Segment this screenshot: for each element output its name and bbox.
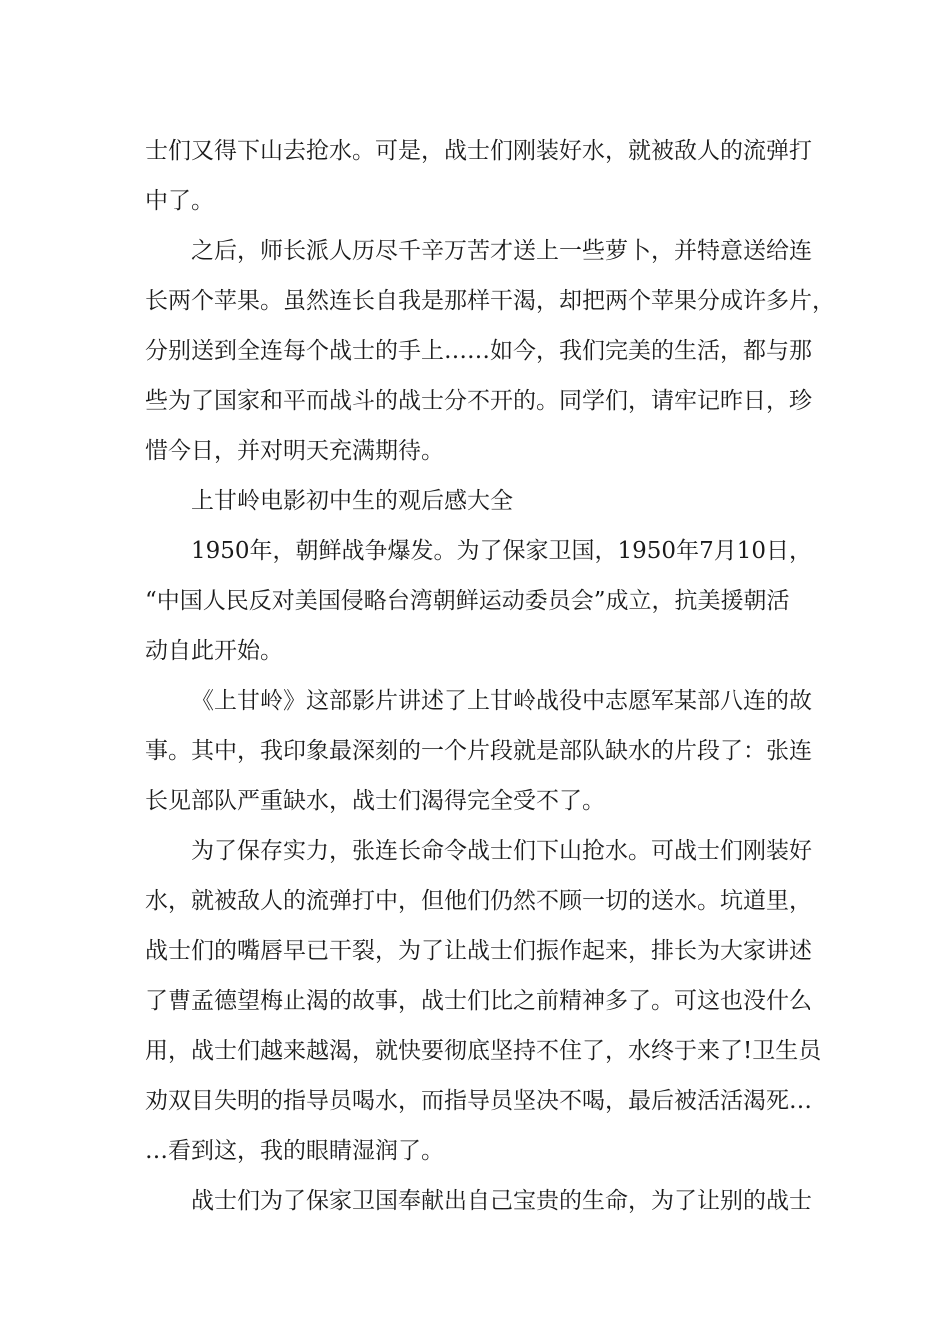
text-line: 水，就被敌人的流弹打中，但他们仍然不顾一切的送水。坑道里， [145, 888, 812, 914]
text-line: “中国人民反对美国侵略台湾朝鲜运动委员会”成立，抗美援朝活 [145, 588, 790, 614]
paragraph-start: 之后，师长派人历尽千辛万苦才送上一些萝卜，并特意送给连 [191, 238, 812, 264]
paragraph-start: 战士们为了保家卫国奉献出自己宝贵的生命，为了让别的战士 [191, 1188, 812, 1214]
text-line: 长见部队严重缺水，战士们渴得完全受不了。 [145, 788, 605, 814]
text-line: …看到这，我的眼睛湿润了。 [145, 1138, 444, 1164]
text-line: 分别送到全连每个战士的手上……如今，我们完美的生活，都与那 [145, 338, 812, 364]
section-heading: 上甘岭电影初中生的观后感大全 [191, 488, 513, 514]
paragraph-start: 为了保存实力，张连长命令战士们下山抢水。可战士们刚装好 [191, 838, 812, 864]
text-line: 劝双目失明的指导员喝水，而指导员坚决不喝，最后被活活渴死… [145, 1088, 812, 1114]
text-line: 士们又得下山去抢水。可是，战士们刚装好水，就被敌人的流弹打 [145, 138, 812, 164]
text-line: 用，战士们越来越渴，就快要彻底坚持不住了，水终于来了!卫生员 [145, 1038, 822, 1064]
text-line: 事。其中，我印象最深刻的一个片段就是部队缺水的片段了：张连 [145, 738, 812, 764]
paragraph-start: 《上甘岭》这部影片讲述了上甘岭战役中志愿军某部八连的故 [191, 688, 812, 714]
text-line: 长两个苹果。虽然连长自我是那样干渴，却把两个苹果分成许多片， [145, 288, 835, 314]
text-line: 了曹孟德望梅止渴的故事，战士们比之前精神多了。可这也没什么 [145, 988, 812, 1014]
text-line: 动自此开始。 [145, 638, 283, 664]
text-line: 惜今日，并对明天充满期待。 [145, 438, 444, 464]
text-line: 战士们的嘴唇早已干裂，为了让战士们振作起来，排长为大家讲述 [145, 938, 812, 964]
paragraph-start: 1950年，朝鲜战争爆发。为了保家卫国，1950年7月10日， [191, 538, 812, 564]
text-line: 中了。 [145, 188, 214, 214]
text-line: 些为了国家和平而战斗的战士分不开的。同学们，请牢记昨日，珍 [145, 388, 812, 414]
